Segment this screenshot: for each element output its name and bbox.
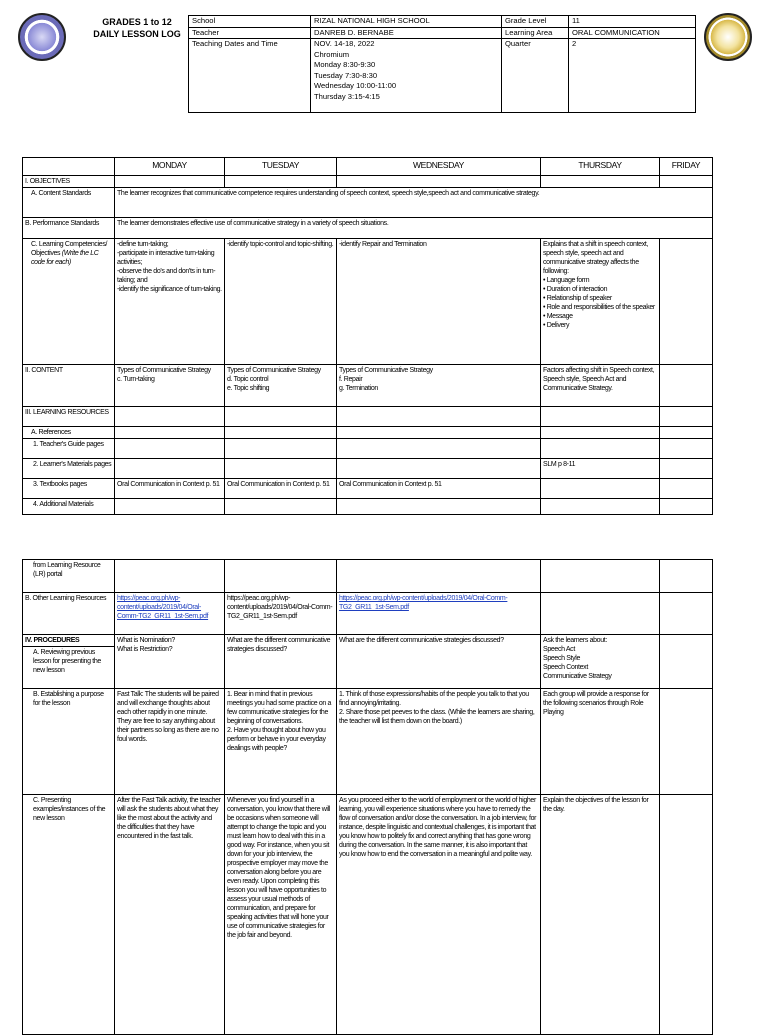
review-thursday: Ask the learners about: Speech Act Speech Style Speech Context Communicative Strategy bbox=[541, 635, 660, 689]
content-thursday: Factors affecting shift in Speech context, Speech style, Speech Act and Communicative Strategy. bbox=[541, 365, 660, 407]
corner-cell bbox=[23, 158, 115, 176]
purpose-monday: Fast Talk: The students will be paired and will exchange thoughts about each other rapidly in one minute. They are free to say anything about their partners so long as there are no foul words. bbox=[115, 689, 225, 795]
lesson-plan-table-1 bbox=[22, 157, 713, 515]
content-label: II. CONTENT bbox=[23, 365, 115, 407]
learning-resources-label: III. LEARNING RESOURCES bbox=[23, 407, 115, 427]
deped-seal-logo bbox=[18, 13, 66, 61]
competencies-tuesday: -identify topic-control and topic-shifting. bbox=[225, 239, 337, 365]
dates-value: NOV. 14-18, 2022 Chromium Monday 8:30-9:30 Tuesday 7:30-8:30 Wednesday 10:00-11:00 Thursday 3:15-4:15 bbox=[311, 39, 502, 113]
other-resources-link-wednesday[interactable]: https://peac.org.ph/wp-content/uploads/2019/04/Oral-Comm-TG2_GR11_1st-Sem.pdf bbox=[337, 593, 541, 635]
presenting-wednesday: As you proceed either to the world of employment or the world of higher learning, you will experience situations where you have to remedy the flow of conversation and/or close the conversation. In a job interview, for instance, despite linguistic and contextual challenges, it is important that you know how to politely fix and correct anything that has gone wrong during the conversation. In the same manner, it is also important that you know how to end the conversation in a meaningful and polite way. bbox=[337, 795, 541, 1035]
content-wednesday: Types of Communicative Strategy f. Repair g. Termination bbox=[337, 365, 541, 407]
quarter-value: 2 bbox=[569, 39, 696, 113]
learning-competencies-title: C. Learning Competencies/ Objectives bbox=[31, 241, 108, 257]
teacher-value: DANREB D. BERNABE bbox=[311, 27, 502, 39]
purpose-tuesday: 1. Bear in mind that in previous meetings you had some practice on a few communicative strategies for the beginning of conversations. 2. Have you thought about how you perform or behave in your everyday dealings with people? bbox=[225, 689, 337, 795]
presenting-examples-label: C. Presenting examples/instances of the new lesson bbox=[23, 795, 115, 1035]
teachers-guide-label: 1. Teacher's Guide pages bbox=[23, 439, 115, 459]
references-label: A. References bbox=[23, 427, 115, 439]
establishing-purpose-label: B. Establishing a purpose for the lesson bbox=[23, 689, 115, 795]
document-title bbox=[88, 16, 186, 40]
learning-area-label: Learning Area bbox=[502, 27, 569, 39]
objectives-label: I. OBJECTIVES bbox=[23, 176, 115, 188]
textbooks-wednesday: Oral Communication in Context p. 51 bbox=[337, 479, 541, 499]
learning-competencies-label bbox=[23, 239, 115, 365]
content-monday: Types of Communicative Strategy c. Turn-taking bbox=[115, 365, 225, 407]
performance-standards-label: B. Performance Standards bbox=[23, 218, 115, 239]
other-resources-link-monday[interactable]: https://peac.org.ph/wp-content/uploads/2019/04/Oral-Comm-TG2_GR11_1st-Sem.pdf bbox=[115, 593, 225, 635]
procedures-label: IV. PROCEDURES bbox=[23, 635, 115, 647]
grade-level-value: 11 bbox=[569, 16, 696, 28]
review-wednesday: What are the different communicative strategies discussed? bbox=[337, 635, 541, 689]
grade-level-label: Grade Level bbox=[502, 16, 569, 28]
purpose-wednesday: 1. Think of those expressions/habits of the people you talk to that you find annoying/irritating. 2. Share those pet peeves to the class. (While the learners are sharing, the teacher will list them down on the board.) bbox=[337, 689, 541, 795]
teacher-label: Teacher bbox=[189, 27, 311, 39]
additional-materials-label: 4. Additional Materials bbox=[23, 499, 115, 515]
school-value: RIZAL NATIONAL HIGH SCHOOL bbox=[311, 16, 502, 28]
performance-standards-text: The learner demonstrates effective use of communicative strategy in a variety of speech situations. bbox=[115, 218, 713, 239]
day-header-thursday: THURSDAY bbox=[541, 158, 660, 176]
content-tuesday: Types of Communicative Strategy d. Topic control e. Topic shifting bbox=[225, 365, 337, 407]
textbooks-monday: Oral Communication in Context p. 51 bbox=[115, 479, 225, 499]
lesson-log-header-table bbox=[188, 15, 696, 113]
day-header-monday: MONDAY bbox=[115, 158, 225, 176]
competencies-monday: -define turn-taking; -participate in interactive turn-taking activities; -observe the do's and don'ts in turn-taking; and -identify the significance of turn-taking. bbox=[115, 239, 225, 365]
presenting-thursday: Explain the objectives of the lesson for the day. bbox=[541, 795, 660, 1035]
review-tuesday: What are the different communicative strategies discussed? bbox=[225, 635, 337, 689]
presenting-monday: After the Fast Talk activity, the teacher will ask the students about what they like the most about the activity and the difficulties that they have encountered in the fast talk. bbox=[115, 795, 225, 1035]
content-standards-label: A. Content Standards bbox=[23, 188, 115, 218]
learners-materials-label: 2. Learner's Materials pages bbox=[23, 459, 115, 479]
lesson-plan-table-2 bbox=[22, 559, 713, 1035]
presenting-tuesday: Whenever you find yourself in a conversation, you know that there will be occasions when someone will attempt to change the topic and you must learn how to deal with this in a good way. For instance, when you sit down for your job interview, the prospective employer may move the conversation along before you are even ready. Upon completing this lesson you will have opportunities to assess your usual methods of communication, and prepare for speaking activities that will hone your use of communicative strategies for the job fair and beyond. bbox=[225, 795, 337, 1035]
learning-competencies-note: (Write the LC code for each) bbox=[31, 250, 99, 266]
textbooks-label: 3. Textbooks pages bbox=[23, 479, 115, 499]
learning-area-value: ORAL COMMUNICATION bbox=[569, 27, 696, 39]
competencies-thursday: Explains that a shift in speech context, speech style, speech act and communicative strategy affects the following: • Language form • Duration of interaction • Relationship of speaker • Role and responsibilities of the speaker • Message • Delivery bbox=[541, 239, 660, 365]
learners-materials-thursday: SLM p 8-11 bbox=[541, 459, 660, 479]
quarter-label: Quarter bbox=[502, 39, 569, 113]
school-label: School bbox=[189, 16, 311, 28]
title-line-1: GRADES 1 to 12 bbox=[102, 17, 172, 27]
lr-portal-label: from Learning Resource (LR) portal bbox=[23, 560, 115, 593]
dates-label: Teaching Dates and Time bbox=[189, 39, 311, 113]
purpose-thursday: Each group will provide a response for the following scenarios through Role Playing bbox=[541, 689, 660, 795]
competencies-wednesday: -identify Repair and Termination bbox=[337, 239, 541, 365]
other-resources-label: B. Other Learning Resources bbox=[23, 593, 115, 635]
reviewing-lesson-label: A. Reviewing previous lesson for presenting the new lesson bbox=[23, 647, 115, 689]
day-header-tuesday: TUESDAY bbox=[225, 158, 337, 176]
review-monday: What is Nomination? What is Restriction? bbox=[115, 635, 225, 689]
day-header-wednesday: WEDNESDAY bbox=[337, 158, 541, 176]
title-line-2: DAILY LESSON LOG bbox=[93, 29, 181, 39]
school-seal-logo bbox=[704, 13, 752, 61]
other-resources-tuesday: https://peac.org.ph/wp-content/uploads/2019/04/Oral-Comm-TG2_GR11_1st-Sem.pdf bbox=[225, 593, 337, 635]
textbooks-tuesday: Oral Communication in Context p. 51 bbox=[225, 479, 337, 499]
content-standards-text: The learner recognizes that communicative competence requires understanding of speech context, speech style,speech act and communicative strategy. bbox=[115, 188, 713, 218]
day-header-friday: FRIDAY bbox=[660, 158, 713, 176]
